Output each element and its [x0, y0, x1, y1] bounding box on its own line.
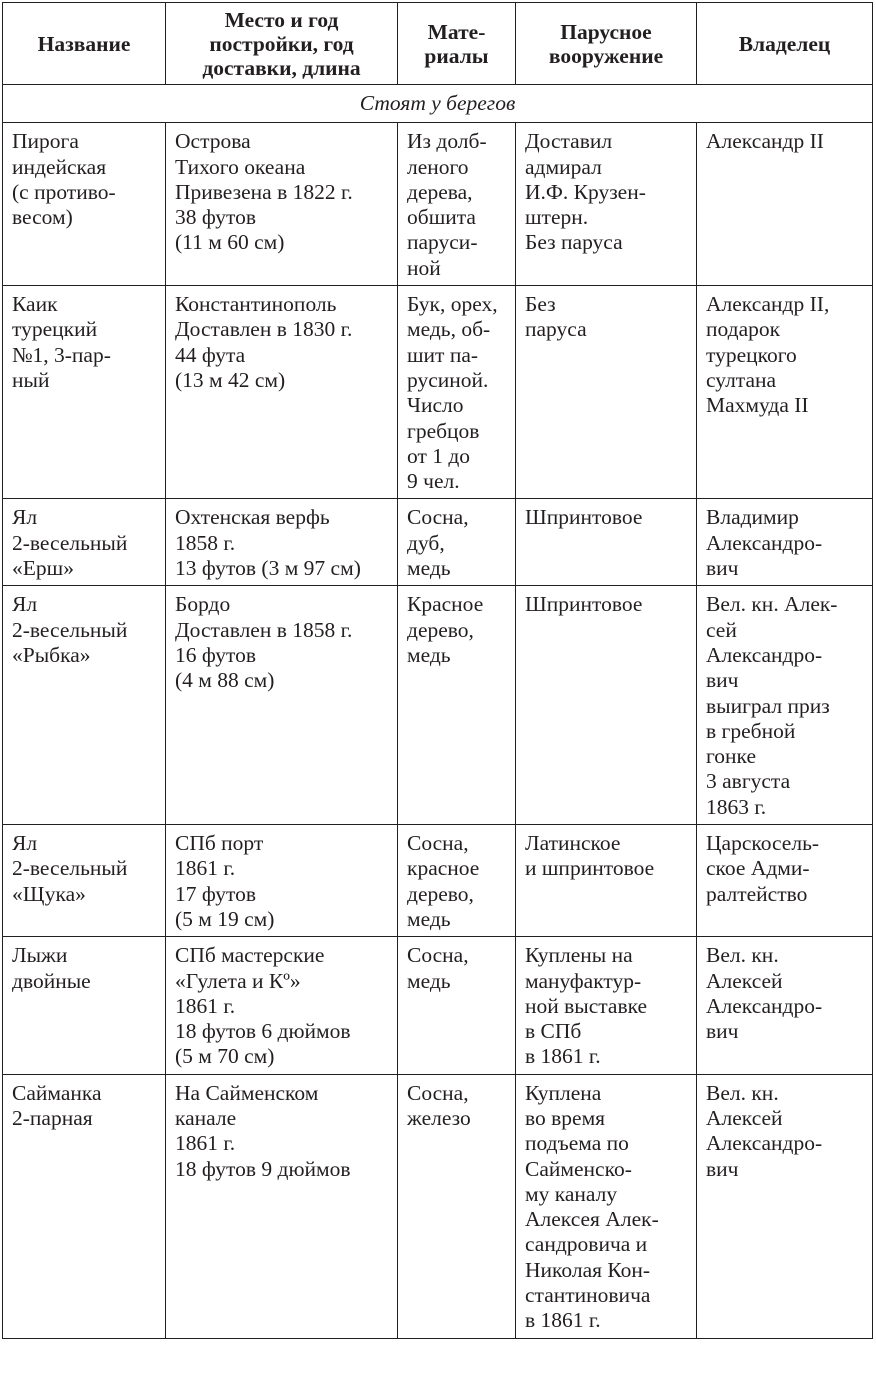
- cell-name: Пирога индейская (с противо- весом): [3, 123, 166, 286]
- table-row: [3, 825, 873, 937]
- table-body: [3, 85, 873, 1339]
- cell-place-year-length: Константинополь Доставлен в 1830 г. 44 фута (13 м 42 см): [166, 286, 398, 499]
- header-owner: Владелец: [697, 3, 873, 85]
- cell-name: Ял 2-весельный «Ерш»: [3, 499, 166, 586]
- cell-sail-rig: Куплена во время подъема по Сайменско- му каналу Алексея Алек- сандровича и Николая Кон- стантиновича в 1861 г.: [516, 1074, 697, 1338]
- cell-name: Лыжи двойные: [3, 937, 166, 1074]
- table-row: [3, 937, 873, 1074]
- cell-sail-rig: Доставил адмирал И.Ф. Крузен- штерн. Без паруса: [516, 123, 697, 286]
- header-sail-rig: Парусное вооружение: [516, 3, 697, 85]
- cell-materials: Сосна, железо: [398, 1074, 516, 1338]
- cell-name: Каик турецкий №1, 3-пар- ный: [3, 286, 166, 499]
- cell-sail-rig: Шпринтовое: [516, 586, 697, 825]
- cell-name: Ял 2-весельный «Рыбка»: [3, 586, 166, 825]
- table-header: [3, 3, 873, 85]
- table-row: [3, 286, 873, 499]
- cell-materials: Сосна, медь: [398, 937, 516, 1074]
- table-row: [3, 123, 873, 286]
- cell-owner: Александр II, подарок турецкого султана Махмуда II: [697, 286, 873, 499]
- cell-owner: Вел. кн. Алексей Александро- вич: [697, 1074, 873, 1338]
- cell-materials: Красное дерево, медь: [398, 586, 516, 825]
- table-row: [3, 586, 873, 825]
- cell-owner: Владимир Александро- вич: [697, 499, 873, 586]
- cell-owner: Александр II: [697, 123, 873, 286]
- cell-place-year-length: Охтенская верфь 1858 г. 13 футов (3 м 97 см): [166, 499, 398, 586]
- cell-owner: Вел. кн. Алексей Александро- вич: [697, 937, 873, 1074]
- section-title: Стоят у берегов: [3, 85, 873, 123]
- header-row: [3, 3, 873, 85]
- cell-owner: Царскосель- ское Адми- ралтейство: [697, 825, 873, 937]
- header-materials: Мате- риалы: [398, 3, 516, 85]
- cell-place-year-length: Бордо Доставлен в 1858 г. 16 футов (4 м 88 см): [166, 586, 398, 825]
- cell-sail-rig: Куплены на мануфактур- ной выставке в СПб в 1861 г.: [516, 937, 697, 1074]
- header-name: Название: [3, 3, 166, 85]
- cell-name: Сайманка 2-парная: [3, 1074, 166, 1338]
- cell-materials: Сосна, дуб, медь: [398, 499, 516, 586]
- boats-table: [2, 2, 873, 1339]
- cell-materials: Бук, орех, медь, об- шит па- русиной. Число гребцов от 1 до 9 чел.: [398, 286, 516, 499]
- cell-sail-rig: Шпринтовое: [516, 499, 697, 586]
- cell-materials: Из долб- леного дерева, обшита паруси- ной: [398, 123, 516, 286]
- cell-place-year-length: СПб мастерские «Гулета и Кº» 1861 г. 18 футов 6 дюймов (5 м 70 см): [166, 937, 398, 1074]
- cell-sail-rig: Без паруса: [516, 286, 697, 499]
- cell-place-year-length: СПб порт 1861 г. 17 футов (5 м 19 см): [166, 825, 398, 937]
- table-row: [3, 499, 873, 586]
- cell-name: Ял 2-весельный «Щука»: [3, 825, 166, 937]
- header-place-year-length: Место и год постройки, год доставки, длина: [166, 3, 398, 85]
- table-row: [3, 1074, 873, 1338]
- cell-sail-rig: Латинское и шпринтовое: [516, 825, 697, 937]
- cell-place-year-length: Острова Тихого океана Привезена в 1822 г. 38 футов (11 м 60 см): [166, 123, 398, 286]
- cell-owner: Вел. кн. Алек- сей Александро- вич выиграл приз в гребной гонке 3 августа 1863 г.: [697, 586, 873, 825]
- cell-place-year-length: На Сайменском канале 1861 г. 18 футов 9 дюймов: [166, 1074, 398, 1338]
- section-row: [3, 85, 873, 123]
- cell-materials: Сосна, красное дерево, медь: [398, 825, 516, 937]
